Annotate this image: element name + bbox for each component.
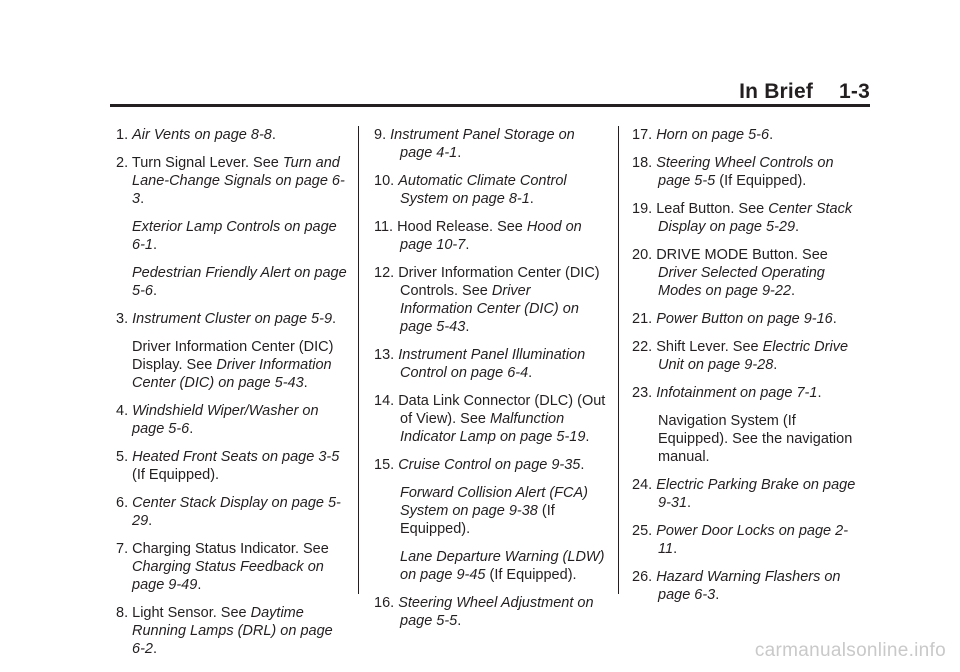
cross-reference: Driver Information Center (DIC) on page 5-43 — [400, 283, 579, 335]
list-item — [632, 384, 864, 402]
cross-reference: Cruise Control on page 9-35 — [398, 457, 581, 473]
item-number: 14. — [374, 393, 395, 409]
section-title: In Brief — [739, 80, 814, 103]
item-number: 9. — [374, 127, 387, 143]
item-text: (If Equipped). — [400, 503, 555, 537]
item-text: Light Sensor. See — [132, 605, 251, 621]
cross-reference: Electric Drive Unit on page 9-28 — [658, 339, 849, 373]
list-item — [374, 264, 606, 336]
header-title — [739, 80, 870, 104]
item-text: . — [529, 191, 534, 207]
column-3 — [632, 126, 864, 614]
cross-reference: Forward Collision Alert (FCA) System on page 9-38 — [400, 485, 588, 519]
watermark: carmanualsonline.info — [754, 640, 946, 661]
item-number: 16. — [374, 595, 395, 611]
cross-reference: Pedestrian Friendly Alert on page 5-6 — [132, 265, 347, 299]
list-item — [374, 594, 606, 630]
cross-reference: Hood on page 10-7 — [400, 219, 582, 253]
item-text: (If Equipped). — [132, 467, 220, 483]
item-text: . — [148, 513, 153, 529]
cross-reference: Charging Status Feedback on page 9-49 — [132, 559, 324, 593]
item-text: . — [140, 191, 145, 207]
cross-reference: Lane Departure Warning (LDW) on page 9-45 — [400, 549, 605, 583]
cross-reference: Windshield Wiper/Washer on page 5-6 — [132, 403, 319, 437]
column-1 — [116, 126, 348, 668]
cross-reference: Center Stack Display on page 5-29 — [658, 201, 853, 235]
list-item-subentry — [116, 338, 348, 392]
item-number: 13. — [374, 347, 395, 363]
item-text: . — [197, 577, 202, 593]
item-text: . — [673, 541, 678, 557]
cross-reference: Heated Front Seats on page 3-5 — [132, 449, 340, 465]
item-number: 11. — [374, 219, 394, 235]
list-item — [374, 456, 606, 474]
item-text: . — [773, 357, 778, 373]
item-text: Turn Signal Lever. See — [131, 155, 283, 171]
list-item — [632, 310, 864, 328]
cross-reference: Turn and Lane-Change Signals on page 6-3 — [132, 155, 345, 207]
item-text: Driver Information Center (DIC) Display. See — [132, 339, 334, 373]
column-divider — [618, 126, 619, 594]
item-text: . — [791, 283, 796, 299]
list-item — [116, 310, 348, 328]
item-text: (If Equipped). — [485, 567, 577, 583]
item-text: . — [465, 319, 470, 335]
item-text: . — [271, 127, 276, 143]
item-text: . — [769, 127, 774, 143]
item-text: DRIVE MODE Button. See — [656, 247, 828, 263]
list-item — [116, 402, 348, 438]
cross-reference: Exterior Lamp Controls on page 6-1 — [132, 219, 337, 253]
item-text: . — [303, 375, 308, 391]
item-number: 8. — [116, 605, 129, 621]
list-item — [116, 604, 348, 658]
list-item — [632, 476, 864, 512]
item-text: . — [817, 385, 822, 401]
item-text: Navigation System (If Equipped). See the navigation manual. — [658, 413, 853, 465]
item-text: Data Link Connector (DLC) (Out of View). See — [398, 393, 606, 427]
item-number: 24. — [632, 477, 653, 493]
list-item — [116, 126, 348, 144]
item-number: 21. — [632, 311, 653, 327]
item-number: 25. — [632, 523, 653, 539]
list-item — [374, 392, 606, 446]
list-item — [632, 246, 864, 300]
list-item — [632, 338, 864, 374]
column-divider — [358, 126, 359, 594]
item-number: 1. — [116, 127, 129, 143]
cross-reference: Daytime Running Lamps (DRL) on page 6-2 — [132, 605, 333, 657]
item-text: . — [152, 237, 157, 253]
list-item — [632, 126, 864, 144]
item-text: . — [585, 429, 590, 445]
item-number: 19. — [632, 201, 653, 217]
cross-reference: Steering Wheel Controls on page 5-5 — [656, 155, 834, 189]
item-number: 10. — [374, 173, 395, 189]
cross-reference: Malfunction Indicator Lamp on page 5-19 — [400, 411, 586, 445]
column-2 — [374, 126, 606, 640]
item-number: 7. — [116, 541, 129, 557]
list-item-subentry — [374, 548, 606, 584]
item-number: 26. — [632, 569, 653, 585]
list-item — [632, 200, 864, 236]
cross-reference: Hazard Warning Flashers on page 6-3 — [656, 569, 841, 603]
list-item — [632, 522, 864, 558]
cross-reference: Electric Parking Brake on page 9-31 — [656, 477, 856, 511]
item-text: . — [687, 495, 692, 511]
list-item — [632, 154, 864, 190]
list-item-subentry — [116, 218, 348, 254]
list-item — [374, 346, 606, 382]
list-item-subentry — [116, 264, 348, 300]
item-text: . — [332, 311, 337, 327]
item-number: 22. — [632, 339, 653, 355]
item-number: 12. — [374, 265, 395, 281]
item-text: . — [189, 421, 194, 437]
item-number: 20. — [632, 247, 653, 263]
list-item — [374, 126, 606, 162]
cross-reference: Center Stack Display on page 5-29 — [132, 495, 341, 529]
list-item — [116, 448, 348, 484]
list-item-subentry — [374, 484, 606, 538]
item-text: . — [795, 219, 800, 235]
item-text: . — [580, 457, 585, 473]
item-text: Shift Lever. See — [656, 339, 763, 355]
cross-reference: Horn on page 5-6 — [656, 127, 770, 143]
cross-reference: Steering Wheel Adjustment on page 5-5 — [398, 595, 594, 629]
item-text: . — [528, 365, 533, 381]
item-number: 6. — [116, 495, 129, 511]
list-item — [116, 154, 348, 208]
cross-reference: Instrument Panel Illumination Control on page 6-4 — [398, 347, 586, 381]
cross-reference: Instrument Cluster on page 5-9 — [132, 311, 333, 327]
item-text: Driver Information Center (DIC) Controls. See — [398, 265, 600, 299]
list-item — [374, 172, 606, 208]
item-number: 17. — [632, 127, 653, 143]
list-item — [632, 568, 864, 604]
item-text: (If Equipped). — [715, 173, 807, 189]
item-number: 2. — [116, 155, 129, 171]
item-text: . — [152, 641, 157, 657]
item-text: . — [715, 587, 720, 603]
item-text: Hood Release. See — [397, 219, 527, 235]
item-number: 18. — [632, 155, 653, 171]
page-number: 1-3 — [839, 80, 870, 103]
item-text: . — [152, 283, 157, 299]
item-text: Leaf Button. See — [656, 201, 769, 217]
item-text: Charging Status Indicator. See — [132, 541, 329, 557]
cross-reference: Air Vents on page 8-8 — [132, 127, 272, 143]
list-item — [374, 218, 606, 254]
cross-reference: Driver Information Center (DIC) on page 5-43 — [132, 357, 332, 391]
cross-reference: Infotainment on page 7-1 — [656, 385, 818, 401]
item-number: 3. — [116, 311, 129, 327]
item-text: . — [465, 237, 470, 253]
page-header — [110, 74, 870, 107]
list-item-subentry — [632, 412, 864, 466]
list-item — [116, 494, 348, 530]
item-text: . — [832, 311, 837, 327]
list-item — [116, 540, 348, 594]
item-number: 5. — [116, 449, 129, 465]
cross-reference: Power Button on page 9-16 — [656, 311, 833, 327]
item-number: 4. — [116, 403, 129, 419]
item-text: . — [457, 613, 462, 629]
cross-reference: Instrument Panel Storage on page 4-1 — [390, 127, 575, 161]
item-text: . — [457, 145, 462, 161]
item-number: 23. — [632, 385, 653, 401]
cross-reference: Automatic Climate Control System on page 8-1 — [398, 173, 567, 207]
cross-reference: Driver Selected Operating Modes on page 9-22 — [658, 265, 825, 299]
item-number: 15. — [374, 457, 395, 473]
cross-reference: Power Door Locks on page 2-11 — [656, 523, 849, 557]
